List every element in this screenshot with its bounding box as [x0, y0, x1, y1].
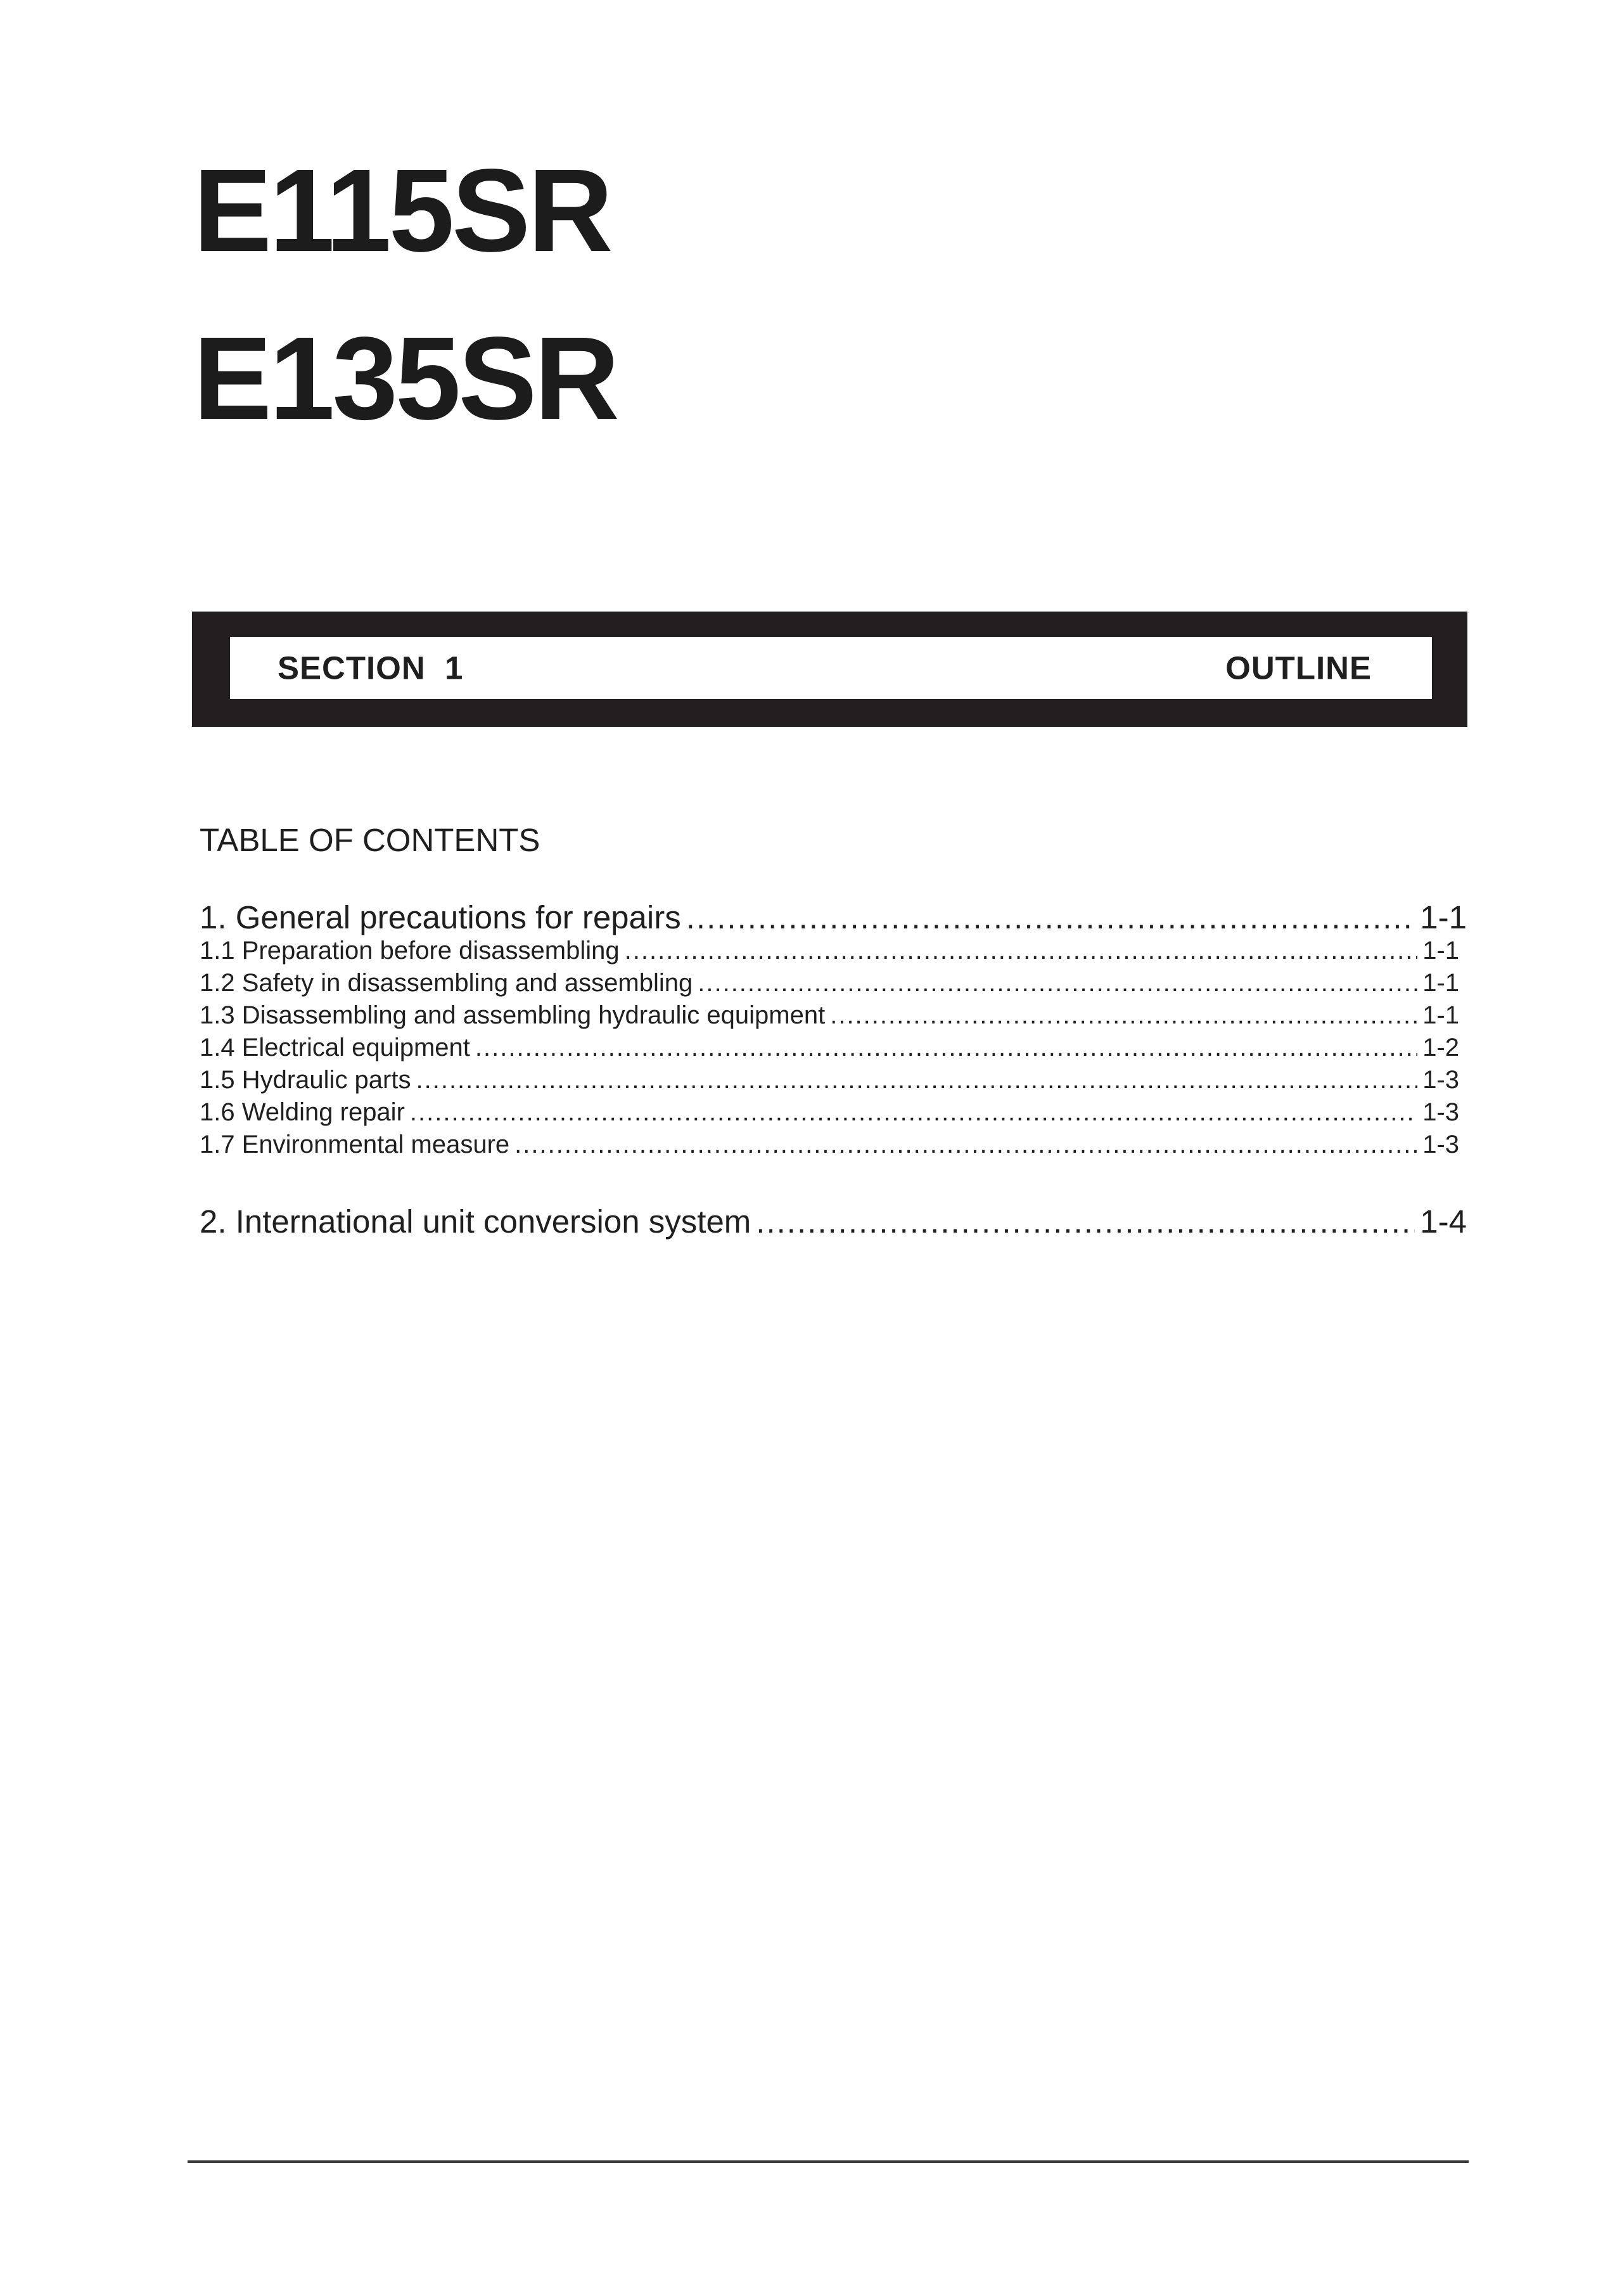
section-title: OUTLINE [1225, 650, 1372, 686]
toc-dot-leader [756, 1203, 1415, 1240]
toc-entry-label: 1. General precautions for repairs [200, 899, 681, 935]
toc-dot-leader [698, 969, 1417, 997]
toc-entry-page: 1-1 [1422, 969, 1459, 997]
toc-dot-leader [475, 1034, 1417, 1062]
toc-dot-leader [830, 1001, 1417, 1030]
section-number: SECTION 1 [278, 650, 464, 686]
section-banner [192, 612, 1467, 727]
model-name-primary: E115SR [193, 145, 611, 276]
toc-entry-page: 1-2 [1422, 1034, 1459, 1061]
toc-entry-label: 1.3 Disassembling and assembling hydraulic equipment [200, 1001, 826, 1029]
toc-entry-page: 1-4 [1420, 1203, 1467, 1240]
toc-dot-leader [625, 937, 1418, 965]
toc-entry-label: 2. International unit conversion system [200, 1203, 751, 1240]
toc-entry-page: 1-3 [1422, 1098, 1459, 1126]
toc-entry-label: 1.2 Safety in disassembling and assembling [200, 969, 693, 997]
toc-entry-environmental-measure[interactable] [200, 1131, 1459, 1162]
toc-entry-safety[interactable] [200, 969, 1459, 1001]
toc-entry-label: 1.1 Preparation before disassembling [200, 937, 620, 965]
toc-entry-welding-repair[interactable] [200, 1098, 1459, 1130]
toc-entry-page: 1-1 [1422, 937, 1459, 965]
toc-entry-hydraulic-equipment[interactable] [200, 1001, 1459, 1033]
toc-entry-general-precautions[interactable] [200, 899, 1467, 938]
toc-entry-hydraulic-parts[interactable] [200, 1066, 1459, 1098]
toc-entry-unit-conversion[interactable] [200, 1203, 1467, 1242]
toc-entry-label: 1.4 Electrical equipment [200, 1034, 470, 1061]
toc-dot-leader [410, 1098, 1417, 1127]
toc-entry-label: 1.5 Hydraulic parts [200, 1066, 411, 1094]
toc-entry-page: 1-3 [1422, 1066, 1459, 1094]
toc-heading: TABLE OF CONTENTS [200, 822, 540, 858]
toc-entry-label: 1.7 Environmental measure [200, 1131, 510, 1158]
toc-entry-page: 1-1 [1422, 1001, 1459, 1029]
toc-dot-leader [514, 1131, 1417, 1159]
toc-entry-electrical-equipment[interactable] [200, 1034, 1459, 1065]
toc-entry-page: 1-3 [1422, 1131, 1459, 1158]
toc-entry-preparation[interactable] [200, 937, 1459, 968]
toc-entry-label: 1.6 Welding repair [200, 1098, 405, 1126]
footer-rule [188, 2160, 1469, 2163]
toc-entry-page: 1-1 [1420, 899, 1467, 935]
toc-dot-leader [686, 899, 1415, 936]
section-banner-inner [230, 637, 1432, 699]
toc-dot-leader [416, 1066, 1417, 1094]
model-name-secondary: E135SR [193, 313, 617, 444]
